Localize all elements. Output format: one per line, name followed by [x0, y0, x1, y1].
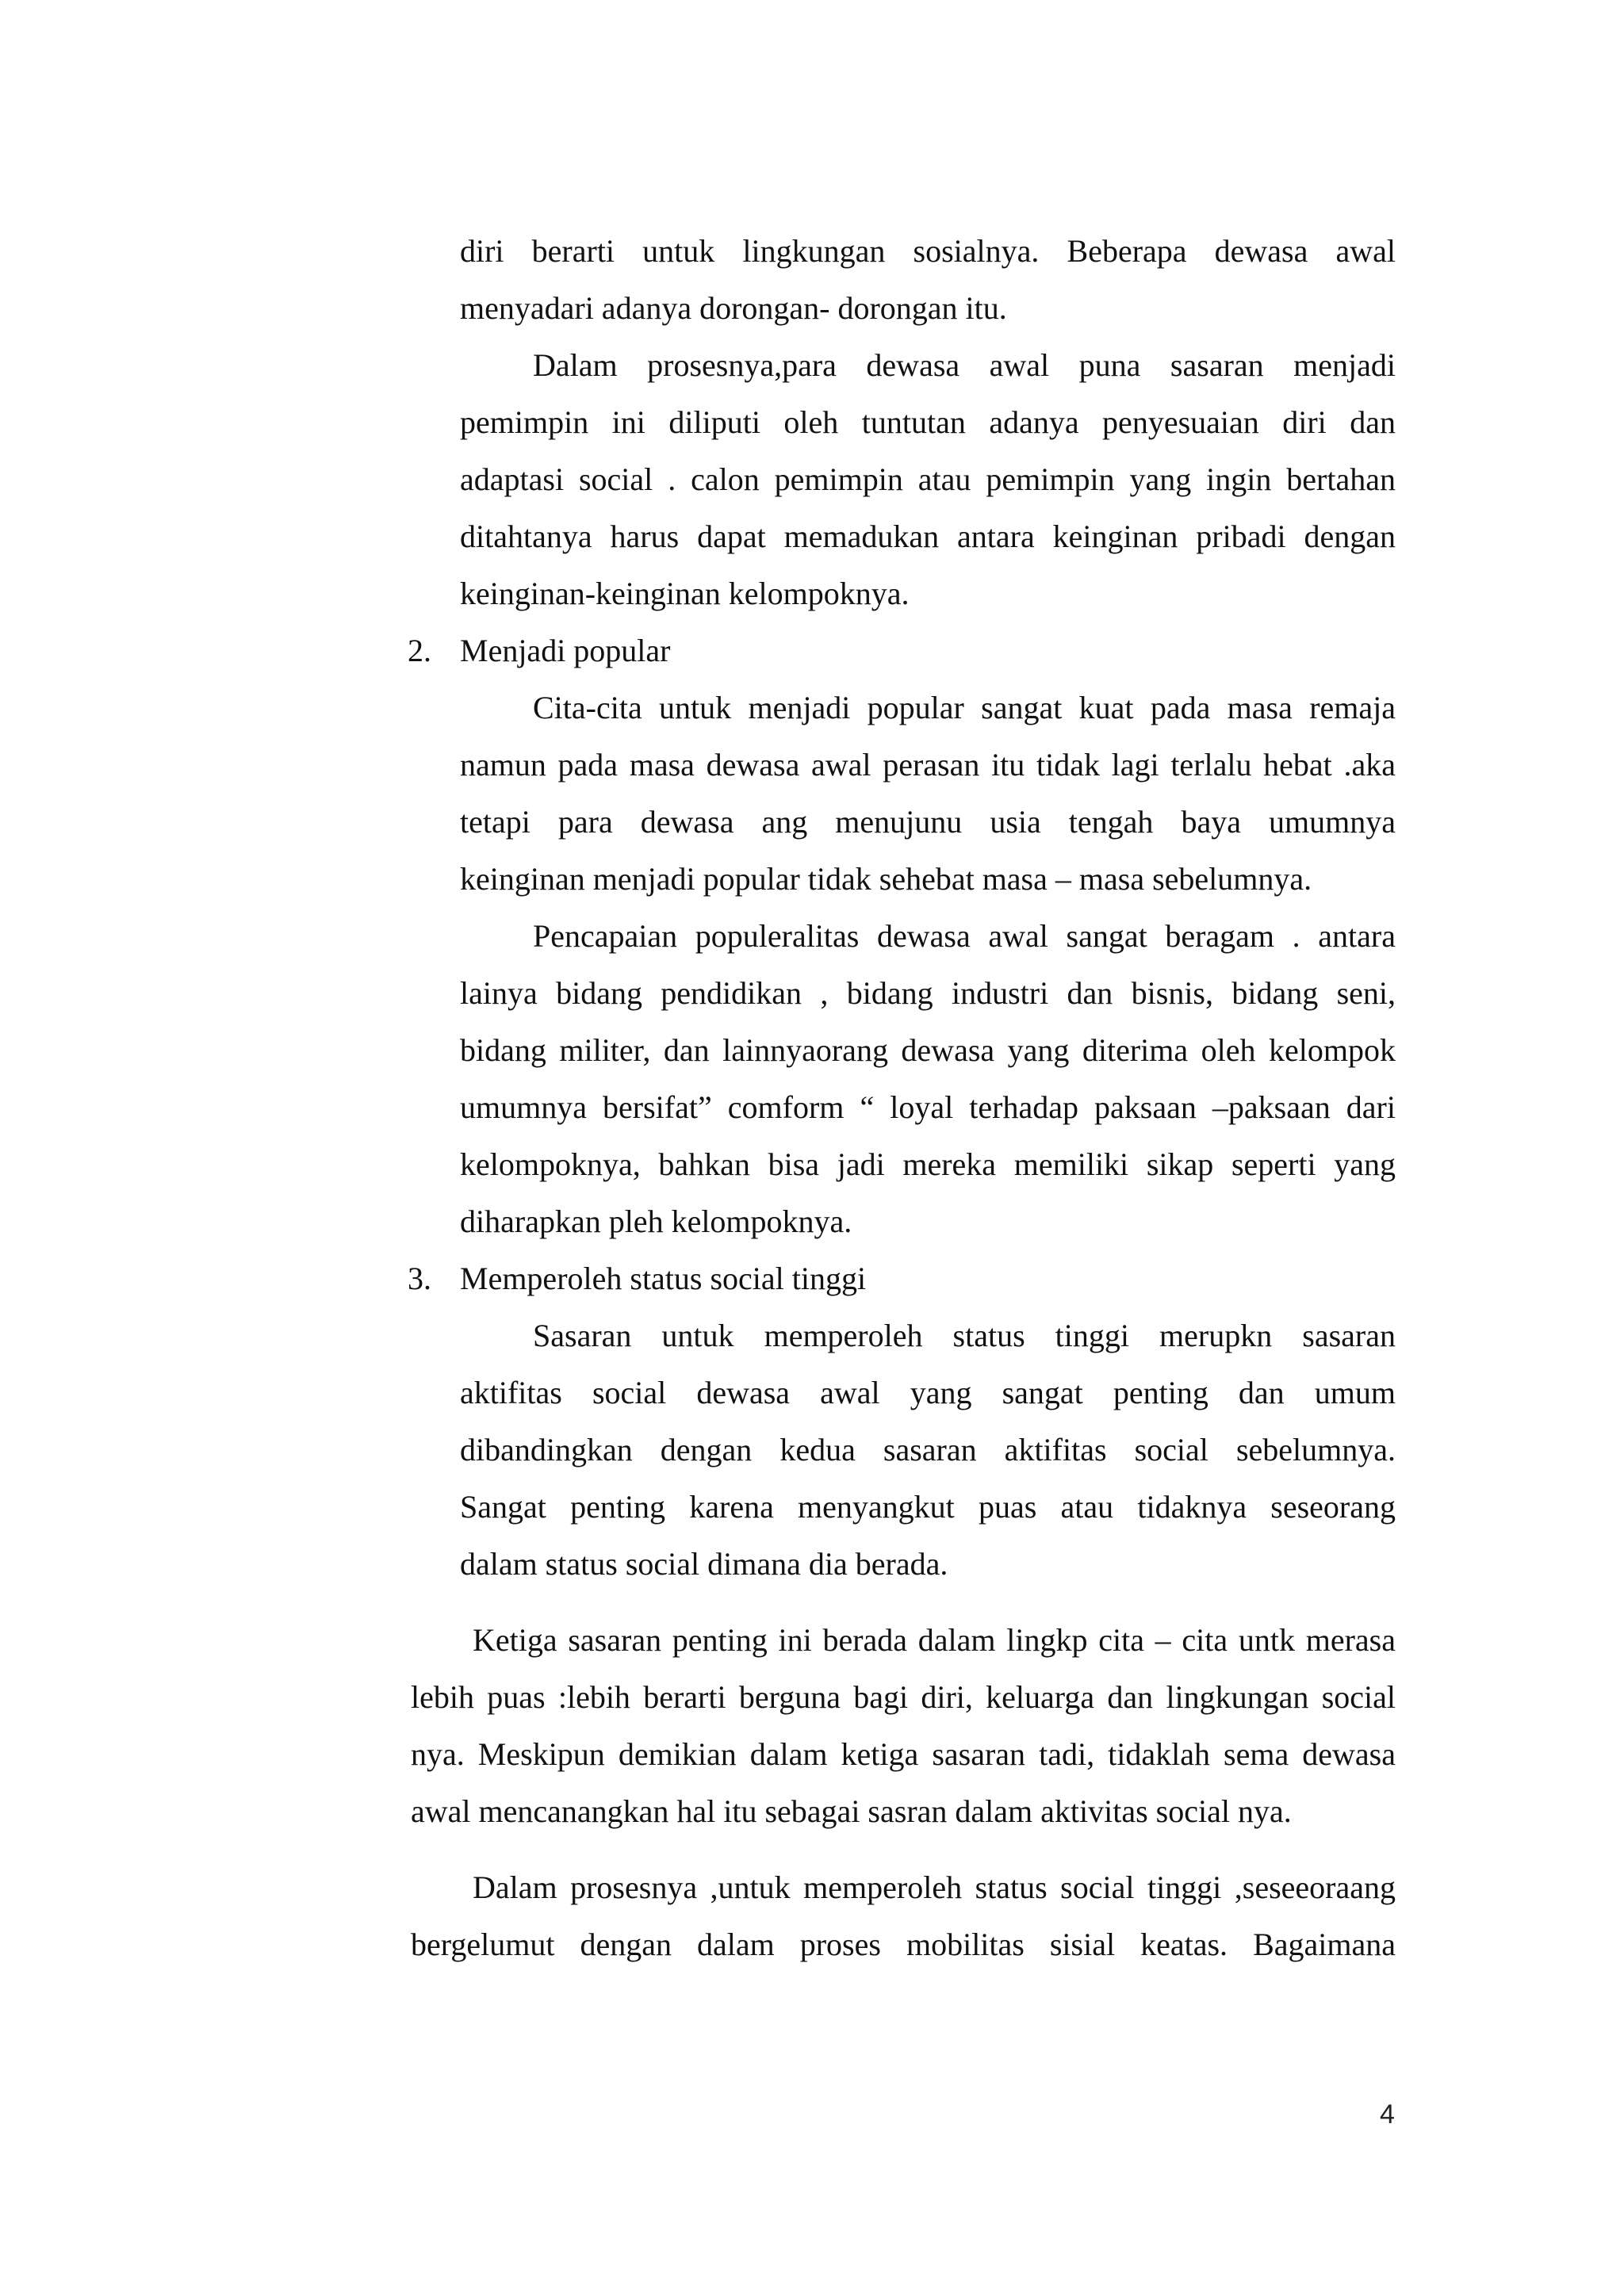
paragraph-line: keinginan-keinginan kelompoknya.	[460, 576, 910, 611]
list-number: 2.	[408, 633, 431, 668]
paragraph-line: dalam status social dimana dia berada.	[460, 1546, 948, 1582]
paragraph-line: awal mencanangkan hal itu sebagai sasran dalam aktivitas social nya.	[411, 1793, 1292, 1829]
paragraph-line: diharapkan pleh kelompoknya.	[460, 1203, 852, 1239]
paragraph-line: Sangat penting karena menyangkut puas atau tidaknya seseorang	[460, 1489, 1396, 1525]
paragraph-line: adaptasi social . calon pemimpin atau pemimpin yang ingin bertahan	[460, 461, 1396, 497]
paragraph-line: Sasaran untuk memperoleh status tinggi merupkn sasaran	[533, 1318, 1396, 1353]
paragraph-line: dibandingkan dengan kedua sasaran aktifitas social sebelumnya.	[460, 1432, 1396, 1468]
paragraph-line: nya. Meskipun demikian dalam ketiga sasaran tadi, tidaklah sema dewasa	[411, 1736, 1396, 1772]
paragraph-line: bergelumut dengan dalam proses mobilitas sisial keatas. Bagaimana	[411, 1927, 1396, 1962]
paragraph-line: Ketiga sasaran penting ini berada dalam lingkp cita – cita untk merasa	[473, 1622, 1396, 1658]
paragraph-line: ditahtanya harus dapat memadukan antara keinginan pribadi dengan	[460, 519, 1396, 554]
list-heading: Memperoleh status social tinggi	[460, 1261, 867, 1296]
paragraph-line: keinginan menjadi popular tidak sehebat masa – masa sebelumnya.	[460, 861, 1312, 897]
paragraph-line: Cita-cita untuk menjadi popular sangat kuat pada masa remaja	[533, 690, 1396, 725]
paragraph-line: namun pada masa dewasa awal perasan itu tidak lagi terlalu hebat .aka	[460, 747, 1396, 783]
paragraph-line: Pencapaian populeralitas dewasa awal sangat beragam . antara	[533, 918, 1396, 954]
page-number: 4	[1380, 2099, 1395, 2130]
paragraph-line: tetapi para dewasa ang menujunu usia tengah baya umumnya	[460, 804, 1396, 840]
paragraph-line: kelompoknya, bahkan bisa jadi mereka memiliki sikap seperti yang	[460, 1146, 1396, 1182]
paragraph-line: diri berarti untuk lingkungan sosialnya. Beberapa dewasa awal	[460, 233, 1396, 269]
paragraph-line: umumnya bersifat” comform “ loyal terhadap paksaan –paksaan dari	[460, 1089, 1396, 1125]
paragraph-line: Dalam prosesnya ,untuk memperoleh status social tinggi ,seseeoraang	[473, 1869, 1396, 1905]
paragraph-line: Dalam prosesnya,para dewasa awal puna sasaran menjadi	[533, 347, 1396, 383]
list-number: 3.	[408, 1261, 431, 1296]
paragraph-line: pemimpin ini diliputi oleh tuntutan adanya penyesuaian diri dan	[460, 404, 1396, 440]
paragraph-line: aktifitas social dewasa awal yang sangat penting dan umum	[460, 1375, 1396, 1410]
paragraph-line: lainya bidang pendidikan , bidang industri dan bisnis, bidang seni,	[460, 975, 1396, 1011]
paragraph-line: lebih puas :lebih berarti berguna bagi diri, keluarga dan lingkungan social	[411, 1679, 1396, 1715]
paragraph-line: menyadari adanya dorongan- dorongan itu.	[460, 290, 1007, 326]
list-heading: Menjadi popular	[460, 633, 671, 668]
paragraph-line: bidang militer, dan lainnyaorang dewasa yang diterima oleh kelompok	[460, 1032, 1396, 1068]
